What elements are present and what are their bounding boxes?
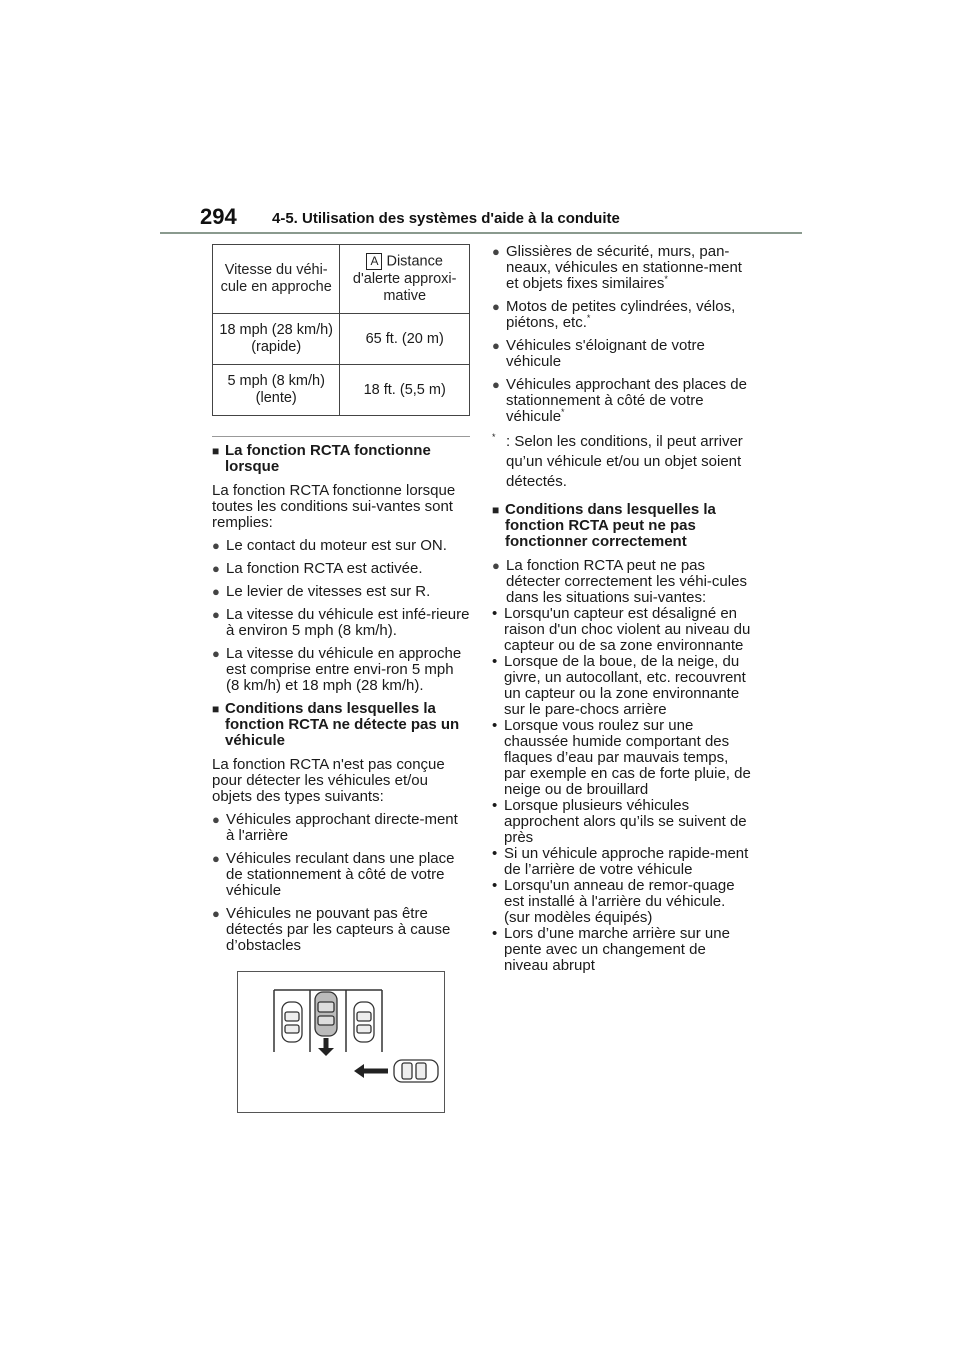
list-item	[212, 561, 470, 577]
sub-list-item	[492, 606, 754, 654]
table-cell-distance: 18 ft. (5,5 m)	[340, 365, 470, 416]
list-item-text: Véhicules approchant directe-ment à l'arrière	[226, 811, 458, 844]
circle-bullet-icon: ●	[212, 607, 220, 622]
sub-list-item	[492, 654, 754, 718]
dot-bullet-icon: •	[492, 797, 498, 814]
table-header-speed: Vitesse du véhi-cule en approche	[213, 245, 340, 314]
list-item	[212, 812, 470, 844]
footnote-marker: *	[586, 313, 591, 323]
sub-list-item-text: Lors d’une marche arrière sur une pente avec un changement de niveau abrupt	[504, 925, 730, 974]
circle-bullet-icon: ●	[492, 338, 500, 353]
footnote-marker	[492, 432, 506, 492]
circle-bullet-icon: ●	[212, 561, 220, 576]
table-header-distance	[340, 245, 470, 314]
table-row	[213, 314, 470, 365]
sub-list-item	[492, 926, 754, 974]
circle-bullet-icon: ●	[492, 377, 500, 392]
label-a-box: A	[366, 253, 382, 270]
section-heading-text: Conditions dans lesquelles la fonction RCTA peut ne pas fonctionner correctement	[505, 501, 716, 550]
list-item-text	[506, 377, 754, 425]
right-column	[492, 244, 754, 974]
paragraph: La fonction RCTA n'est pas conçue pour détecter les véhicules et/ou objets des types suivants:	[212, 756, 445, 805]
list-item-text: Le contact du moteur est sur ON.	[226, 537, 447, 554]
section-heading-text: Conditions dans lesquelles la fonction RCTA ne détecte pas un véhicule	[225, 700, 460, 749]
sub-list-item-text: Lorsque de la boue, de la neige, du givre, un autocollant, etc. recouvrent un capteur ou la zone environnante sur le pare-chocs arrière	[504, 653, 746, 718]
header-divider	[160, 232, 802, 234]
circle-bullet-icon: ●	[492, 244, 500, 259]
sub-list-item	[492, 878, 754, 926]
approaching-car	[394, 1060, 438, 1082]
footnote-star: *	[492, 432, 496, 442]
sub-list-item-text: Lorsque vous roulez sur une chaussée humide comportant des flaques d’eau par mauvais temps, par exemple en cas de forte pluie, de neige ou de brouillard	[504, 717, 751, 798]
table-cell-speed: 5 mph (8 km/h) (lente)	[213, 365, 340, 416]
list-item	[212, 584, 470, 600]
reverse-arrow-icon	[318, 1038, 334, 1056]
section-heading-not-detect	[212, 701, 470, 749]
list-item-text	[506, 299, 754, 331]
footnote-marker: *	[664, 274, 668, 284]
list-item	[212, 607, 470, 639]
list-item-body: Glissières de sécurité, murs, pan-neaux, véhicules en stationne-ment et objets fixes similaires	[506, 243, 742, 292]
circle-bullet-icon: ●	[212, 646, 220, 661]
left-column	[212, 244, 470, 961]
list-item-text: Véhicules reculant dans une place de stationnement à côté de votre véhicule	[226, 850, 455, 899]
circle-bullet-icon: ●	[212, 851, 220, 866]
list-item	[492, 558, 754, 606]
dot-bullet-icon: •	[492, 845, 498, 862]
paragraph: La fonction RCTA fonctionne lorsque toutes les conditions sui-vantes sont remplies:	[212, 482, 456, 531]
list-item-text: La vitesse du véhicule en approche est comprise entre envi-ron 5 mph (8 km/h) et 18 mph (28 km/h).	[226, 645, 462, 694]
parked-car-right	[354, 1002, 374, 1042]
footnote-marker: *	[561, 407, 565, 417]
list-item-text	[506, 244, 754, 292]
list-item	[212, 538, 470, 554]
circle-bullet-icon: ●	[212, 812, 220, 827]
list-item-text: La fonction RCTA peut ne pas détecter correctement les véhi-cules dans les situations sui-vantes:	[506, 557, 747, 606]
table-row	[213, 365, 470, 416]
section-heading-may-not-work	[492, 502, 754, 550]
sub-list-item-text: Si un véhicule approche rapide-ment de l’arrière de votre véhicule	[504, 845, 749, 878]
list-item	[212, 906, 470, 954]
list-item-text	[506, 338, 754, 370]
sub-list-item	[492, 718, 754, 798]
square-bullet-icon: ■	[212, 702, 220, 716]
circle-bullet-icon: ●	[212, 584, 220, 599]
table-cell-speed: 18 mph (28 km/h) (rapide)	[213, 314, 340, 365]
list-item	[212, 851, 470, 899]
section-title: 4-5. Utilisation des systèmes d'aide à la conduite	[272, 210, 620, 227]
list-item-body: Véhicules s'éloignant de votre véhicule	[506, 337, 705, 370]
own-car-reversing	[315, 992, 337, 1036]
list-item-body: Motos de petites cylindrées, vélos, piétons, etc.	[506, 298, 736, 331]
speed-distance-table	[212, 244, 470, 416]
list-item-text: La fonction RCTA est activée.	[226, 560, 423, 577]
circle-bullet-icon: ●	[492, 558, 500, 573]
square-bullet-icon: ■	[212, 444, 220, 458]
list-item-text: Le levier de vitesses est sur R.	[226, 583, 431, 600]
footnote-text: : Selon les conditions, il peut arriver qu’un véhicule et/ou un objet soient détectés.	[506, 433, 743, 490]
dot-bullet-icon: •	[492, 653, 498, 670]
section-heading-text: La fonction RCTA fonctionne lorsque	[225, 442, 431, 475]
sub-list-item-text: Lorsqu'un anneau de remor-quage est installé à l'arrière du véhicule. (sur modèles équipés)	[504, 877, 735, 926]
page-number: 294	[200, 204, 237, 229]
list-item-text: Véhicules ne pouvant pas être détectés par les capteurs à cause d’obstacles	[226, 905, 451, 954]
parking-diagram-svg	[238, 972, 444, 1112]
section-divider	[212, 436, 470, 437]
sub-list-item-text: Lorsqu'un capteur est désaligné en raison d'un choc violent au niveau du capteur ou de sa zone environnante	[504, 605, 751, 654]
list-item	[492, 299, 754, 331]
dot-bullet-icon: •	[492, 877, 498, 894]
list-item	[492, 377, 754, 425]
list-item-text: La vitesse du véhicule est infé-rieure à environ 5 mph (8 km/h).	[226, 606, 470, 639]
list-item-body: Véhicules approchant des places de stationnement à côté de votre véhicule	[506, 376, 747, 425]
dot-bullet-icon: •	[492, 925, 498, 942]
dot-bullet-icon: •	[492, 605, 498, 622]
circle-bullet-icon: ●	[212, 906, 220, 921]
table-header-distance-text: Distance d'alerte approxi-mative	[352, 253, 457, 304]
approach-arrow-icon	[354, 1064, 388, 1078]
sub-list-item	[492, 846, 754, 878]
list-item	[492, 338, 754, 370]
dot-bullet-icon: •	[492, 717, 498, 734]
parking-diagram	[237, 971, 445, 1113]
parked-car-left	[282, 1002, 302, 1042]
list-item	[212, 646, 470, 694]
sub-list-item	[492, 798, 754, 846]
square-bullet-icon: ■	[492, 503, 500, 517]
section-heading-operates	[212, 443, 470, 475]
footnote	[492, 432, 754, 492]
list-item	[492, 244, 754, 292]
sub-list-item-text: Lorsque plusieurs véhicules approchent alors qu’ils se suivent de près	[504, 797, 747, 846]
table-cell-distance: 65 ft. (20 m)	[340, 314, 470, 365]
circle-bullet-icon: ●	[492, 299, 500, 314]
circle-bullet-icon: ●	[212, 538, 220, 553]
